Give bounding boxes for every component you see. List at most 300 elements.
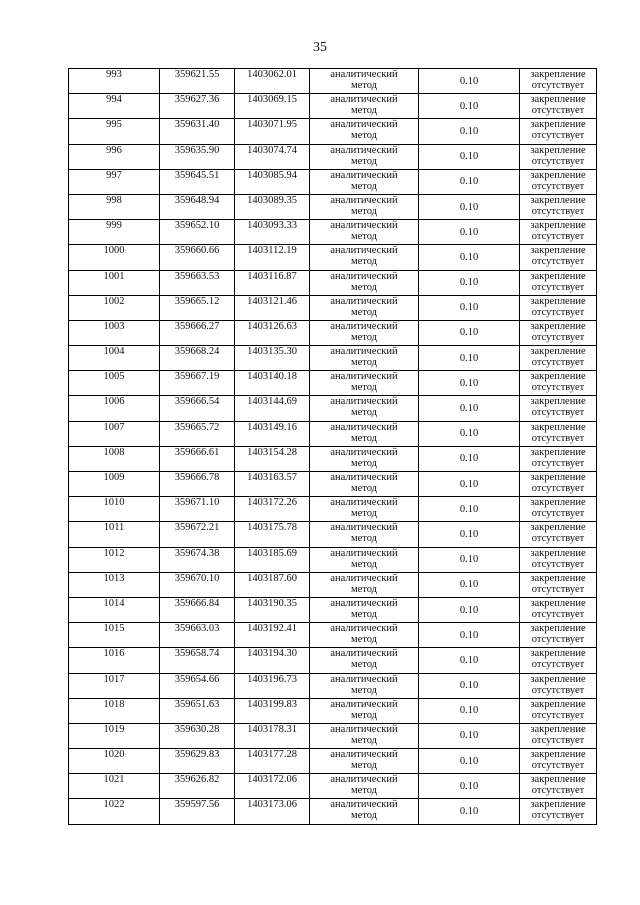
point-number-cell-text: 1006 bbox=[103, 396, 125, 408]
table-row bbox=[69, 799, 597, 824]
method-cell-text: аналитический bbox=[330, 673, 398, 685]
method-cell-text: метод bbox=[350, 155, 378, 167]
method-cell bbox=[310, 446, 419, 471]
x-coordinate-cell bbox=[160, 749, 235, 774]
fixation-cell-text: закрепление bbox=[530, 522, 586, 534]
method-cell-text: метод bbox=[350, 508, 378, 520]
fixation-cell bbox=[520, 320, 597, 345]
method-cell-text: метод bbox=[350, 810, 378, 822]
x-coordinate-cell-text: 359651.63 bbox=[174, 698, 220, 710]
fixation-cell-text: закрепление bbox=[530, 194, 586, 206]
point-number-cell-text: 1019 bbox=[103, 723, 125, 735]
x-coordinate-cell-text: 359666.78 bbox=[174, 472, 220, 483]
fixation-cell-text: закрепление bbox=[530, 94, 586, 106]
fixation-cell bbox=[520, 623, 597, 648]
y-coordinate-cell-text: 1403163.57 bbox=[247, 472, 297, 483]
y-coordinate-cell-text: 1403093.33 bbox=[247, 220, 297, 232]
x-coordinate-cell-text: 359665.72 bbox=[174, 421, 220, 433]
method-cell bbox=[310, 497, 419, 522]
method-cell-text: аналитический bbox=[330, 698, 398, 710]
point-number-cell-text: 1003 bbox=[103, 320, 125, 332]
method-cell bbox=[310, 194, 419, 219]
accuracy-cell bbox=[419, 346, 520, 371]
fixation-cell bbox=[520, 69, 597, 94]
point-number-cell-text: 1004 bbox=[103, 346, 125, 358]
fixation-cell-text: отсутствует bbox=[531, 281, 585, 293]
x-coordinate-cell-text: 359663.53 bbox=[174, 270, 220, 282]
x-coordinate-cell-text: 359672.21 bbox=[174, 522, 220, 534]
fixation-cell-text: закрепление bbox=[530, 774, 586, 786]
x-coordinate-cell bbox=[160, 119, 235, 144]
point-number-cell-text: 1015 bbox=[103, 623, 125, 635]
point-number-cell bbox=[69, 472, 160, 497]
x-coordinate-cell bbox=[160, 421, 235, 446]
fixation-cell bbox=[520, 472, 597, 497]
accuracy-cell bbox=[419, 245, 520, 270]
x-coordinate-cell-text: 359627.36 bbox=[174, 94, 220, 106]
accuracy-cell bbox=[419, 144, 520, 169]
fixation-cell-text: закрепление bbox=[530, 673, 586, 685]
y-coordinate-cell-text: 1403062.01 bbox=[247, 69, 297, 80]
method-cell bbox=[310, 597, 419, 622]
x-coordinate-cell-text: 359666.54 bbox=[174, 396, 220, 408]
y-coordinate-cell bbox=[235, 547, 310, 572]
y-coordinate-cell-text: 1403085.94 bbox=[247, 169, 297, 181]
method-cell bbox=[310, 295, 419, 320]
point-number-cell bbox=[69, 673, 160, 698]
table-row bbox=[69, 94, 597, 119]
method-cell bbox=[310, 245, 419, 270]
method-cell bbox=[310, 371, 419, 396]
accuracy-cell-text: 0.10 bbox=[459, 75, 479, 87]
x-coordinate-cell bbox=[160, 320, 235, 345]
method-cell bbox=[310, 572, 419, 597]
fixation-cell-text: отсутствует bbox=[531, 709, 585, 721]
fixation-cell bbox=[520, 522, 597, 547]
point-number-cell bbox=[69, 547, 160, 572]
table-row bbox=[69, 446, 597, 471]
accuracy-cell-text: 0.10 bbox=[459, 780, 479, 792]
method-cell-text: метод bbox=[350, 80, 378, 91]
method-cell-text: метод bbox=[350, 407, 378, 419]
accuracy-cell-text: 0.10 bbox=[459, 377, 479, 389]
x-coordinate-cell bbox=[160, 648, 235, 673]
accuracy-cell bbox=[419, 749, 520, 774]
y-coordinate-cell-text: 1403135.30 bbox=[247, 346, 297, 358]
x-coordinate-cell-text: 359665.12 bbox=[174, 295, 220, 307]
method-cell-text: аналитический bbox=[330, 446, 398, 458]
method-cell bbox=[310, 472, 419, 497]
x-coordinate-cell bbox=[160, 446, 235, 471]
fixation-cell bbox=[520, 698, 597, 723]
fixation-cell-text: отсутствует bbox=[531, 457, 585, 469]
accuracy-cell-text: 0.10 bbox=[459, 478, 479, 490]
y-coordinate-cell-text: 1403154.28 bbox=[247, 446, 297, 458]
y-coordinate-cell bbox=[235, 623, 310, 648]
point-number-cell bbox=[69, 749, 160, 774]
method-cell-text: аналитический bbox=[330, 119, 398, 131]
method-cell-text: аналитический bbox=[330, 572, 398, 584]
y-coordinate-cell bbox=[235, 698, 310, 723]
x-coordinate-cell-text: 359631.40 bbox=[174, 119, 220, 131]
fixation-cell bbox=[520, 673, 597, 698]
accuracy-cell-text: 0.10 bbox=[459, 151, 479, 163]
method-cell-text: аналитический bbox=[330, 522, 398, 534]
y-coordinate-cell-text: 1403185.69 bbox=[247, 547, 297, 559]
x-coordinate-cell-text: 359658.74 bbox=[174, 648, 220, 660]
accuracy-cell bbox=[419, 774, 520, 799]
method-cell-text: аналитический bbox=[330, 774, 398, 786]
method-cell bbox=[310, 673, 419, 698]
y-coordinate-cell-text: 1403071.95 bbox=[247, 119, 297, 131]
fixation-cell bbox=[520, 220, 597, 245]
y-coordinate-cell bbox=[235, 723, 310, 748]
accuracy-cell bbox=[419, 169, 520, 194]
point-number-cell bbox=[69, 799, 160, 824]
point-number-cell bbox=[69, 597, 160, 622]
x-coordinate-cell bbox=[160, 144, 235, 169]
fixation-cell-text: закрепление bbox=[530, 723, 586, 735]
point-number-cell bbox=[69, 94, 160, 119]
fixation-cell-text: отсутствует bbox=[531, 583, 585, 595]
fixation-cell bbox=[520, 371, 597, 396]
fixation-cell-text: закрепление bbox=[530, 270, 586, 282]
fixation-cell-text: отсутствует bbox=[531, 382, 585, 394]
fixation-cell-text: закрепление bbox=[530, 119, 586, 131]
y-coordinate-cell bbox=[235, 169, 310, 194]
accuracy-cell bbox=[419, 698, 520, 723]
y-coordinate-cell bbox=[235, 270, 310, 295]
y-coordinate-cell bbox=[235, 572, 310, 597]
fixation-cell bbox=[520, 144, 597, 169]
accuracy-cell-text: 0.10 bbox=[459, 327, 479, 339]
method-cell-text: метод bbox=[350, 709, 378, 721]
point-number-cell bbox=[69, 295, 160, 320]
y-coordinate-cell-text: 1403069.15 bbox=[247, 94, 297, 106]
method-cell bbox=[310, 698, 419, 723]
point-number-cell bbox=[69, 371, 160, 396]
fixation-cell-text: закрепление bbox=[530, 799, 586, 811]
point-number-cell-text: 1005 bbox=[103, 371, 125, 383]
method-cell-text: аналитический bbox=[330, 396, 398, 408]
accuracy-cell bbox=[419, 421, 520, 446]
method-cell bbox=[310, 346, 419, 371]
y-coordinate-cell bbox=[235, 799, 310, 824]
method-cell-text: аналитический bbox=[330, 94, 398, 106]
fixation-cell bbox=[520, 94, 597, 119]
fixation-cell-text: отсутствует bbox=[531, 331, 585, 343]
fixation-cell-text: закрепление bbox=[530, 245, 586, 257]
y-coordinate-cell bbox=[235, 69, 310, 94]
fixation-cell bbox=[520, 270, 597, 295]
method-cell bbox=[310, 396, 419, 421]
accuracy-cell-text: 0.10 bbox=[459, 226, 479, 238]
method-cell bbox=[310, 270, 419, 295]
point-number-cell-text: 1016 bbox=[103, 648, 125, 660]
y-coordinate-cell bbox=[235, 774, 310, 799]
point-number-cell-text: 999 bbox=[106, 220, 122, 232]
x-coordinate-cell-text: 359635.90 bbox=[174, 144, 220, 156]
fixation-cell bbox=[520, 169, 597, 194]
table-row bbox=[69, 194, 597, 219]
table-row bbox=[69, 774, 597, 799]
y-coordinate-cell-text: 1403149.16 bbox=[247, 421, 297, 433]
method-cell-text: метод bbox=[350, 432, 378, 444]
y-coordinate-cell-text: 1403192.41 bbox=[247, 623, 297, 635]
method-cell-text: аналитический bbox=[330, 69, 398, 80]
fixation-cell bbox=[520, 245, 597, 270]
method-cell bbox=[310, 119, 419, 144]
method-cell-text: аналитический bbox=[330, 472, 398, 483]
method-cell bbox=[310, 774, 419, 799]
fixation-cell bbox=[520, 346, 597, 371]
y-coordinate-cell bbox=[235, 320, 310, 345]
x-coordinate-cell-text: 359626.82 bbox=[174, 774, 220, 786]
fixation-cell-text: закрепление bbox=[530, 472, 586, 483]
table-row bbox=[69, 421, 597, 446]
fixation-cell bbox=[520, 446, 597, 471]
table-row bbox=[69, 295, 597, 320]
y-coordinate-cell-text: 1403116.87 bbox=[247, 270, 297, 282]
y-coordinate-cell-text: 1403112.19 bbox=[247, 245, 297, 257]
x-coordinate-cell-text: 359621.55 bbox=[174, 69, 220, 80]
point-number-cell bbox=[69, 119, 160, 144]
accuracy-cell-text: 0.10 bbox=[459, 453, 479, 465]
y-coordinate-cell bbox=[235, 194, 310, 219]
point-number-cell bbox=[69, 169, 160, 194]
fixation-cell-text: отсутствует bbox=[531, 105, 585, 117]
accuracy-cell-text: 0.10 bbox=[459, 579, 479, 591]
point-number-cell-text: 1000 bbox=[103, 245, 125, 257]
accuracy-cell-text: 0.10 bbox=[459, 403, 479, 415]
accuracy-cell-text: 0.10 bbox=[459, 302, 479, 314]
method-cell bbox=[310, 144, 419, 169]
accuracy-cell-text: 0.10 bbox=[459, 125, 479, 137]
fixation-cell-text: закрепление bbox=[530, 169, 586, 181]
y-coordinate-cell-text: 1403144.69 bbox=[247, 396, 297, 408]
method-cell bbox=[310, 749, 419, 774]
method-cell-text: аналитический bbox=[330, 295, 398, 307]
y-coordinate-cell bbox=[235, 648, 310, 673]
y-coordinate-cell-text: 1403173.06 bbox=[247, 799, 297, 811]
fixation-cell-text: отсутствует bbox=[531, 508, 585, 520]
method-cell-text: аналитический bbox=[330, 497, 398, 509]
y-coordinate-cell bbox=[235, 94, 310, 119]
accuracy-cell bbox=[419, 220, 520, 245]
x-coordinate-cell-text: 359674.38 bbox=[174, 547, 220, 559]
method-cell-text: метод bbox=[350, 734, 378, 746]
x-coordinate-cell bbox=[160, 522, 235, 547]
y-coordinate-cell-text: 1403194.30 bbox=[247, 648, 297, 660]
fixation-cell-text: отсутствует bbox=[531, 231, 585, 243]
table-row bbox=[69, 547, 597, 572]
table-row bbox=[69, 320, 597, 345]
method-cell bbox=[310, 799, 419, 824]
fixation-cell-text: отсутствует bbox=[531, 407, 585, 419]
method-cell-text: аналитический bbox=[330, 144, 398, 156]
method-cell-text: метод bbox=[350, 785, 378, 797]
table-row bbox=[69, 270, 597, 295]
accuracy-cell bbox=[419, 119, 520, 144]
accuracy-cell-text: 0.10 bbox=[459, 176, 479, 188]
fixation-cell-text: закрепление bbox=[530, 396, 586, 408]
table-row bbox=[69, 723, 597, 748]
method-cell bbox=[310, 169, 419, 194]
y-coordinate-cell bbox=[235, 749, 310, 774]
method-cell-text: метод bbox=[350, 583, 378, 595]
y-coordinate-cell bbox=[235, 220, 310, 245]
fixation-cell bbox=[520, 774, 597, 799]
point-number-cell-text: 1017 bbox=[103, 673, 125, 685]
point-number-cell-text: 1013 bbox=[103, 572, 125, 584]
fixation-cell bbox=[520, 497, 597, 522]
point-number-cell bbox=[69, 320, 160, 345]
y-coordinate-cell bbox=[235, 245, 310, 270]
point-number-cell bbox=[69, 245, 160, 270]
fixation-cell-text: отсутствует bbox=[531, 734, 585, 746]
y-coordinate-cell-text: 1403172.06 bbox=[247, 774, 297, 786]
accuracy-cell bbox=[419, 472, 520, 497]
y-coordinate-cell bbox=[235, 346, 310, 371]
point-number-cell-text: 996 bbox=[106, 144, 122, 156]
table-row bbox=[69, 597, 597, 622]
accuracy-cell bbox=[419, 194, 520, 219]
y-coordinate-cell bbox=[235, 295, 310, 320]
accuracy-cell-text: 0.10 bbox=[459, 654, 479, 666]
accuracy-cell-text: 0.10 bbox=[459, 680, 479, 692]
point-number-cell-text: 1008 bbox=[103, 446, 125, 458]
method-cell-text: аналитический bbox=[330, 245, 398, 257]
method-cell-text: метод bbox=[350, 558, 378, 570]
method-cell-text: аналитический bbox=[330, 346, 398, 358]
fixation-cell-text: отсутствует bbox=[531, 130, 585, 142]
fixation-cell-text: закрепление bbox=[530, 421, 586, 433]
point-number-cell-text: 998 bbox=[106, 194, 122, 206]
method-cell-text: метод bbox=[350, 634, 378, 646]
method-cell-text: аналитический bbox=[330, 623, 398, 635]
fixation-cell-text: отсутствует bbox=[531, 608, 585, 620]
fixation-cell bbox=[520, 396, 597, 421]
fixation-cell-text: закрепление bbox=[530, 572, 586, 584]
accuracy-cell bbox=[419, 648, 520, 673]
table-row bbox=[69, 648, 597, 673]
fixation-cell bbox=[520, 194, 597, 219]
point-number-cell-text: 997 bbox=[106, 169, 122, 181]
fixation-cell bbox=[520, 421, 597, 446]
x-coordinate-cell-text: 359666.27 bbox=[174, 320, 220, 332]
y-coordinate-cell bbox=[235, 421, 310, 446]
method-cell-text: аналитический bbox=[330, 421, 398, 433]
x-coordinate-cell bbox=[160, 497, 235, 522]
method-cell-text: аналитический bbox=[330, 547, 398, 559]
table-row bbox=[69, 69, 597, 94]
fixation-cell-text: закрепление bbox=[530, 295, 586, 307]
point-number-cell-text: 1021 bbox=[103, 774, 125, 786]
fixation-cell-text: отсутствует bbox=[531, 80, 585, 91]
x-coordinate-cell-text: 359630.28 bbox=[174, 723, 220, 735]
point-number-cell-text: 1011 bbox=[103, 522, 125, 534]
y-coordinate-cell bbox=[235, 522, 310, 547]
method-cell-text: метод bbox=[350, 760, 378, 772]
table-row bbox=[69, 749, 597, 774]
table-row bbox=[69, 169, 597, 194]
fixation-cell-text: закрепление bbox=[530, 220, 586, 232]
x-coordinate-cell-text: 359652.10 bbox=[174, 220, 220, 232]
y-coordinate-cell bbox=[235, 119, 310, 144]
x-coordinate-cell bbox=[160, 774, 235, 799]
method-cell bbox=[310, 547, 419, 572]
method-cell-text: метод bbox=[350, 205, 378, 217]
method-cell-text: метод bbox=[350, 281, 378, 293]
fixation-cell-text: отсутствует bbox=[531, 483, 585, 494]
y-coordinate-cell-text: 1403190.35 bbox=[247, 597, 297, 609]
accuracy-cell-text: 0.10 bbox=[459, 428, 479, 440]
fixation-cell-text: закрепление bbox=[530, 698, 586, 710]
accuracy-cell-text: 0.10 bbox=[459, 806, 479, 818]
fixation-cell-text: закрепление bbox=[530, 597, 586, 609]
accuracy-cell-text: 0.10 bbox=[459, 604, 479, 616]
method-cell-text: аналитический bbox=[330, 371, 398, 383]
point-number-cell bbox=[69, 220, 160, 245]
accuracy-cell-text: 0.10 bbox=[459, 503, 479, 515]
fixation-cell-text: закрепление bbox=[530, 144, 586, 156]
accuracy-cell bbox=[419, 446, 520, 471]
point-number-cell-text: 1010 bbox=[103, 497, 125, 509]
y-coordinate-cell-text: 1403178.31 bbox=[247, 723, 297, 735]
table-row bbox=[69, 497, 597, 522]
point-number-cell bbox=[69, 623, 160, 648]
x-coordinate-cell bbox=[160, 346, 235, 371]
fixation-cell bbox=[520, 648, 597, 673]
method-cell-text: метод bbox=[350, 357, 378, 369]
fixation-cell-text: отсутствует bbox=[531, 180, 585, 192]
table-row bbox=[69, 698, 597, 723]
method-cell bbox=[310, 623, 419, 648]
x-coordinate-cell bbox=[160, 371, 235, 396]
y-coordinate-cell bbox=[235, 371, 310, 396]
x-coordinate-cell bbox=[160, 698, 235, 723]
point-number-cell-text: 993 bbox=[106, 69, 122, 80]
y-coordinate-cell-text: 1403074.74 bbox=[247, 144, 297, 156]
method-cell bbox=[310, 69, 419, 94]
fixation-cell-text: отсутствует bbox=[531, 785, 585, 797]
fixation-cell-text: отсутствует bbox=[531, 533, 585, 545]
point-number-cell bbox=[69, 144, 160, 169]
method-cell bbox=[310, 648, 419, 673]
table-row bbox=[69, 472, 597, 497]
fixation-cell-text: отсутствует bbox=[531, 205, 585, 217]
y-coordinate-cell-text: 1403177.28 bbox=[247, 749, 297, 761]
x-coordinate-cell bbox=[160, 623, 235, 648]
point-number-cell-text: 994 bbox=[106, 94, 122, 106]
fixation-cell bbox=[520, 572, 597, 597]
x-coordinate-cell bbox=[160, 295, 235, 320]
point-number-cell-text: 1022 bbox=[103, 799, 125, 811]
fixation-cell-text: отсутствует bbox=[531, 659, 585, 671]
y-coordinate-cell-text: 1403172.26 bbox=[247, 497, 297, 509]
point-number-cell bbox=[69, 497, 160, 522]
fixation-cell-text: отсутствует bbox=[531, 256, 585, 268]
method-cell-text: метод bbox=[350, 382, 378, 394]
method-cell-text: метод bbox=[350, 231, 378, 243]
coordinates-table-body bbox=[69, 69, 597, 825]
fixation-cell bbox=[520, 547, 597, 572]
point-number-cell bbox=[69, 421, 160, 446]
fixation-cell bbox=[520, 723, 597, 748]
method-cell-text: метод bbox=[350, 331, 378, 343]
y-coordinate-cell-text: 1403196.73 bbox=[247, 673, 297, 685]
fixation-cell bbox=[520, 799, 597, 824]
